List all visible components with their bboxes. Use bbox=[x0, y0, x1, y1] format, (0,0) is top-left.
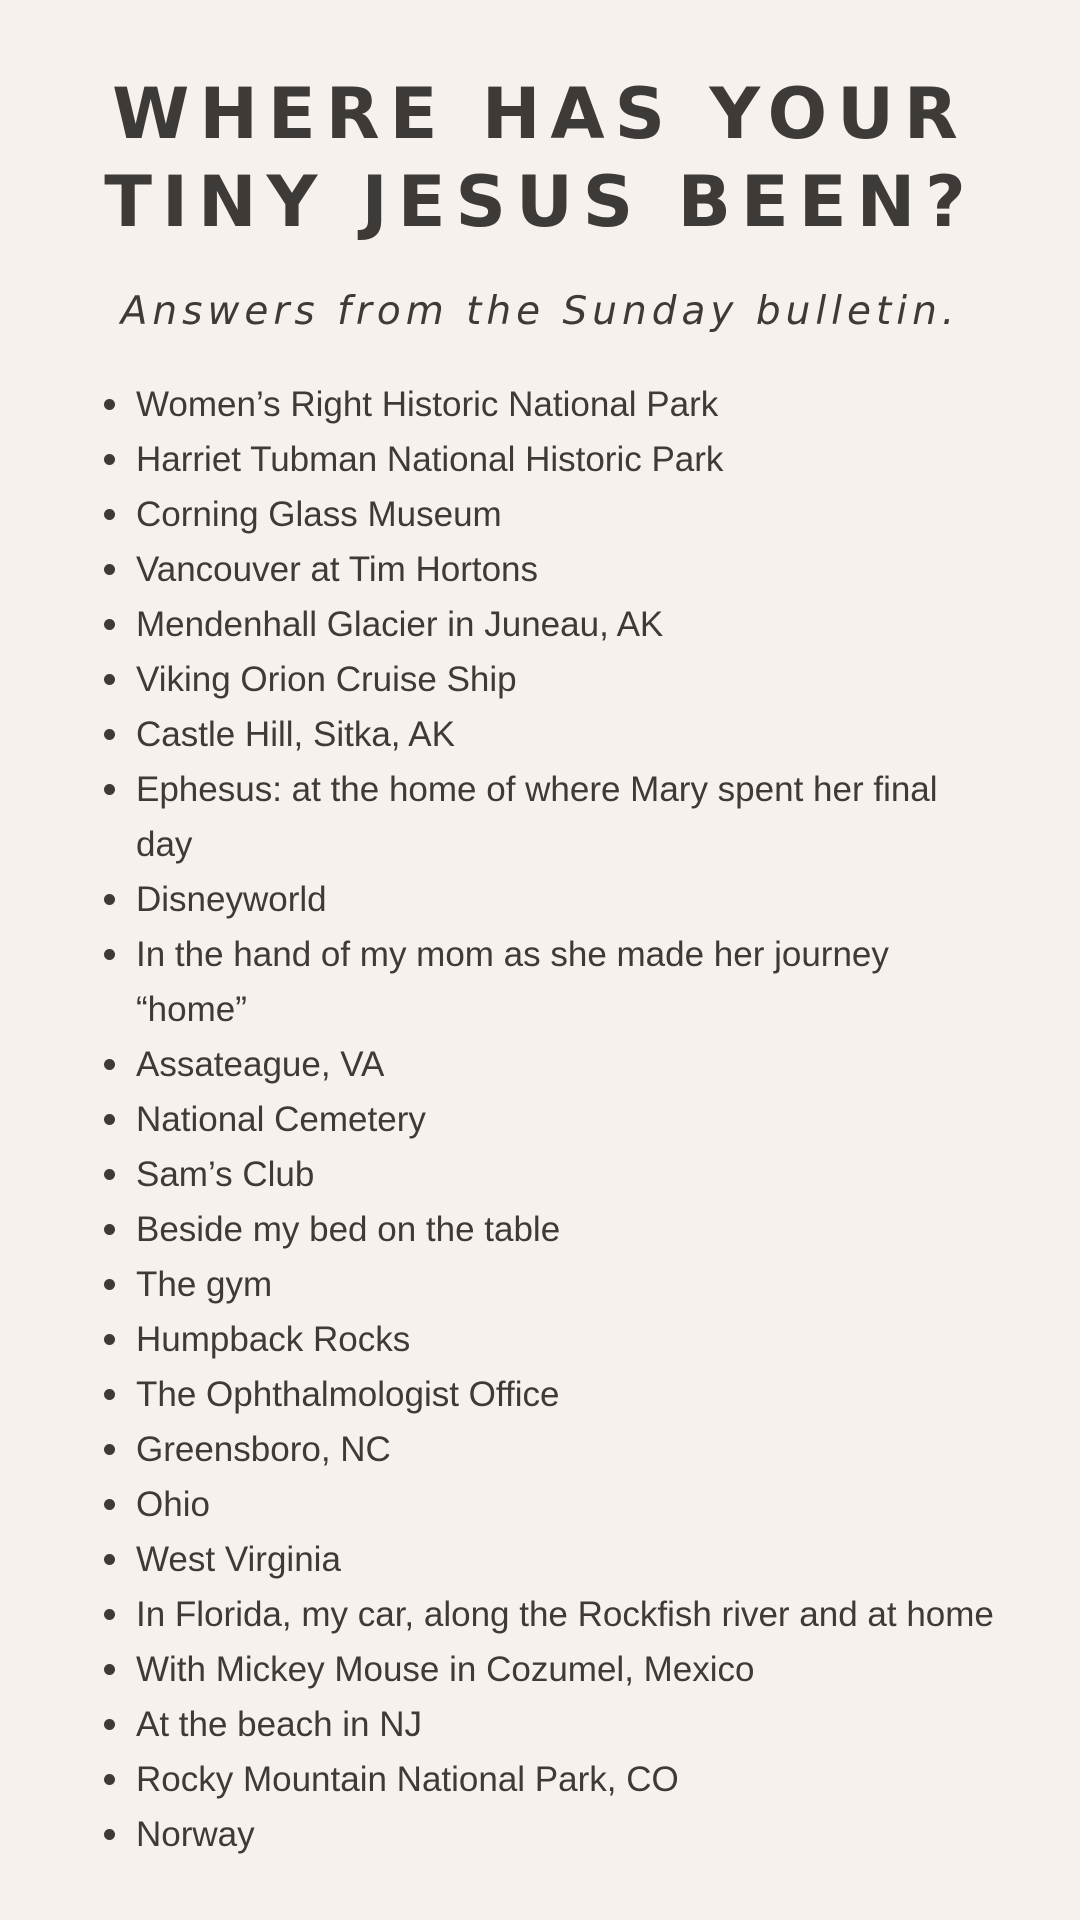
list-item bbox=[0, 872, 1080, 927]
bullet-icon bbox=[104, 1719, 115, 1730]
bullet-icon bbox=[104, 454, 115, 465]
list-item-text: The Ophthalmologist Office bbox=[136, 1375, 560, 1414]
list-item-text: Ohio bbox=[136, 1485, 210, 1524]
list-item bbox=[0, 377, 1080, 432]
list-item bbox=[0, 1807, 1080, 1862]
subtitle: Answers from the Sunday bulletin. bbox=[120, 289, 960, 334]
bullet-icon bbox=[104, 509, 115, 520]
bullet-icon bbox=[104, 564, 115, 575]
list-item-text: Ephesus: at the home of where Mary spent her final bbox=[136, 770, 938, 809]
list-item-text: Rocky Mountain National Park, CO bbox=[136, 1760, 679, 1799]
list-item-text: National Cemetery bbox=[136, 1100, 426, 1139]
bullet-icon bbox=[104, 399, 115, 410]
page-title bbox=[0, 70, 1080, 246]
list-item-text: Women’s Right Historic National Park bbox=[136, 385, 719, 424]
title-line-1: WHERE HAS YOUR bbox=[112, 73, 968, 155]
list-item-text: Assateague, VA bbox=[136, 1045, 385, 1084]
answers-list bbox=[0, 377, 1080, 1862]
list-item-text: Norway bbox=[136, 1815, 255, 1854]
list-item bbox=[0, 1587, 1080, 1642]
bullet-icon bbox=[104, 894, 115, 905]
list-item-text: West Virginia bbox=[136, 1540, 341, 1579]
bullet-icon bbox=[104, 1664, 115, 1675]
list-item bbox=[0, 1367, 1080, 1422]
list-item bbox=[0, 1477, 1080, 1532]
bullet-icon bbox=[104, 1389, 115, 1400]
list-item bbox=[0, 1312, 1080, 1367]
list-item bbox=[0, 487, 1080, 542]
list-item-text: Humpback Rocks bbox=[136, 1320, 411, 1359]
bullet-icon bbox=[104, 1334, 115, 1345]
list-item bbox=[0, 1532, 1080, 1587]
bullet-icon bbox=[104, 1059, 115, 1070]
list-item-text: Mendenhall Glacier in Juneau, AK bbox=[136, 605, 664, 644]
list-item bbox=[0, 1147, 1080, 1202]
title-line-2: TINY JESUS BEEN? bbox=[104, 161, 976, 243]
bullet-icon bbox=[104, 784, 115, 795]
bullet-icon bbox=[104, 1279, 115, 1290]
list-item-text: Castle Hill, Sitka, AK bbox=[136, 715, 455, 754]
list-item-text: Beside my bed on the table bbox=[136, 1210, 561, 1249]
list-item-text: Sam’s Club bbox=[136, 1155, 315, 1194]
list-item bbox=[0, 652, 1080, 707]
list-item bbox=[0, 927, 1080, 1037]
bullet-icon bbox=[104, 1829, 115, 1840]
bullet-icon bbox=[104, 1609, 115, 1620]
bullet-icon bbox=[104, 1224, 115, 1235]
bullet-icon bbox=[104, 674, 115, 685]
list-item bbox=[0, 1752, 1080, 1807]
list-item-text: Corning Glass Museum bbox=[136, 495, 502, 534]
bullet-icon bbox=[104, 1169, 115, 1180]
list-item bbox=[0, 762, 1080, 872]
list-item-text: Greensboro, NC bbox=[136, 1430, 391, 1469]
list-item bbox=[0, 597, 1080, 652]
list-item-text: Disneyworld bbox=[136, 880, 327, 919]
bullet-icon bbox=[104, 1444, 115, 1455]
bullet-icon bbox=[104, 1774, 115, 1785]
list-item-text: In the hand of my mom as she made her journey bbox=[136, 935, 889, 974]
list-item-text-continued: “home” bbox=[136, 990, 247, 1029]
list-item-text: Harriet Tubman National Historic Park bbox=[136, 440, 724, 479]
bullet-icon bbox=[104, 1499, 115, 1510]
bullet-icon bbox=[104, 619, 115, 630]
list-item-text: At the beach in NJ bbox=[136, 1705, 422, 1744]
list-item bbox=[0, 1092, 1080, 1147]
list-item bbox=[0, 707, 1080, 762]
list-item-text: Vancouver at Tim Hortons bbox=[136, 550, 539, 589]
list-item bbox=[0, 1697, 1080, 1752]
list-item bbox=[0, 432, 1080, 487]
list-item-text: The gym bbox=[136, 1265, 273, 1304]
bullet-icon bbox=[104, 729, 115, 740]
list-item bbox=[0, 1257, 1080, 1312]
bullet-icon bbox=[104, 1554, 115, 1565]
list-item-text: With Mickey Mouse in Cozumel, Mexico bbox=[136, 1650, 755, 1689]
bullet-icon bbox=[104, 1114, 115, 1125]
list-item bbox=[0, 542, 1080, 597]
list-item bbox=[0, 1422, 1080, 1477]
list-item bbox=[0, 1037, 1080, 1092]
list-item bbox=[0, 1642, 1080, 1697]
list-item-text-continued: day bbox=[136, 825, 193, 864]
list-item-text: In Florida, my car, along the Rockfish river and at home bbox=[136, 1595, 994, 1634]
bullet-icon bbox=[104, 949, 115, 960]
list-item bbox=[0, 1202, 1080, 1257]
list-item-text: Viking Orion Cruise Ship bbox=[136, 660, 517, 699]
